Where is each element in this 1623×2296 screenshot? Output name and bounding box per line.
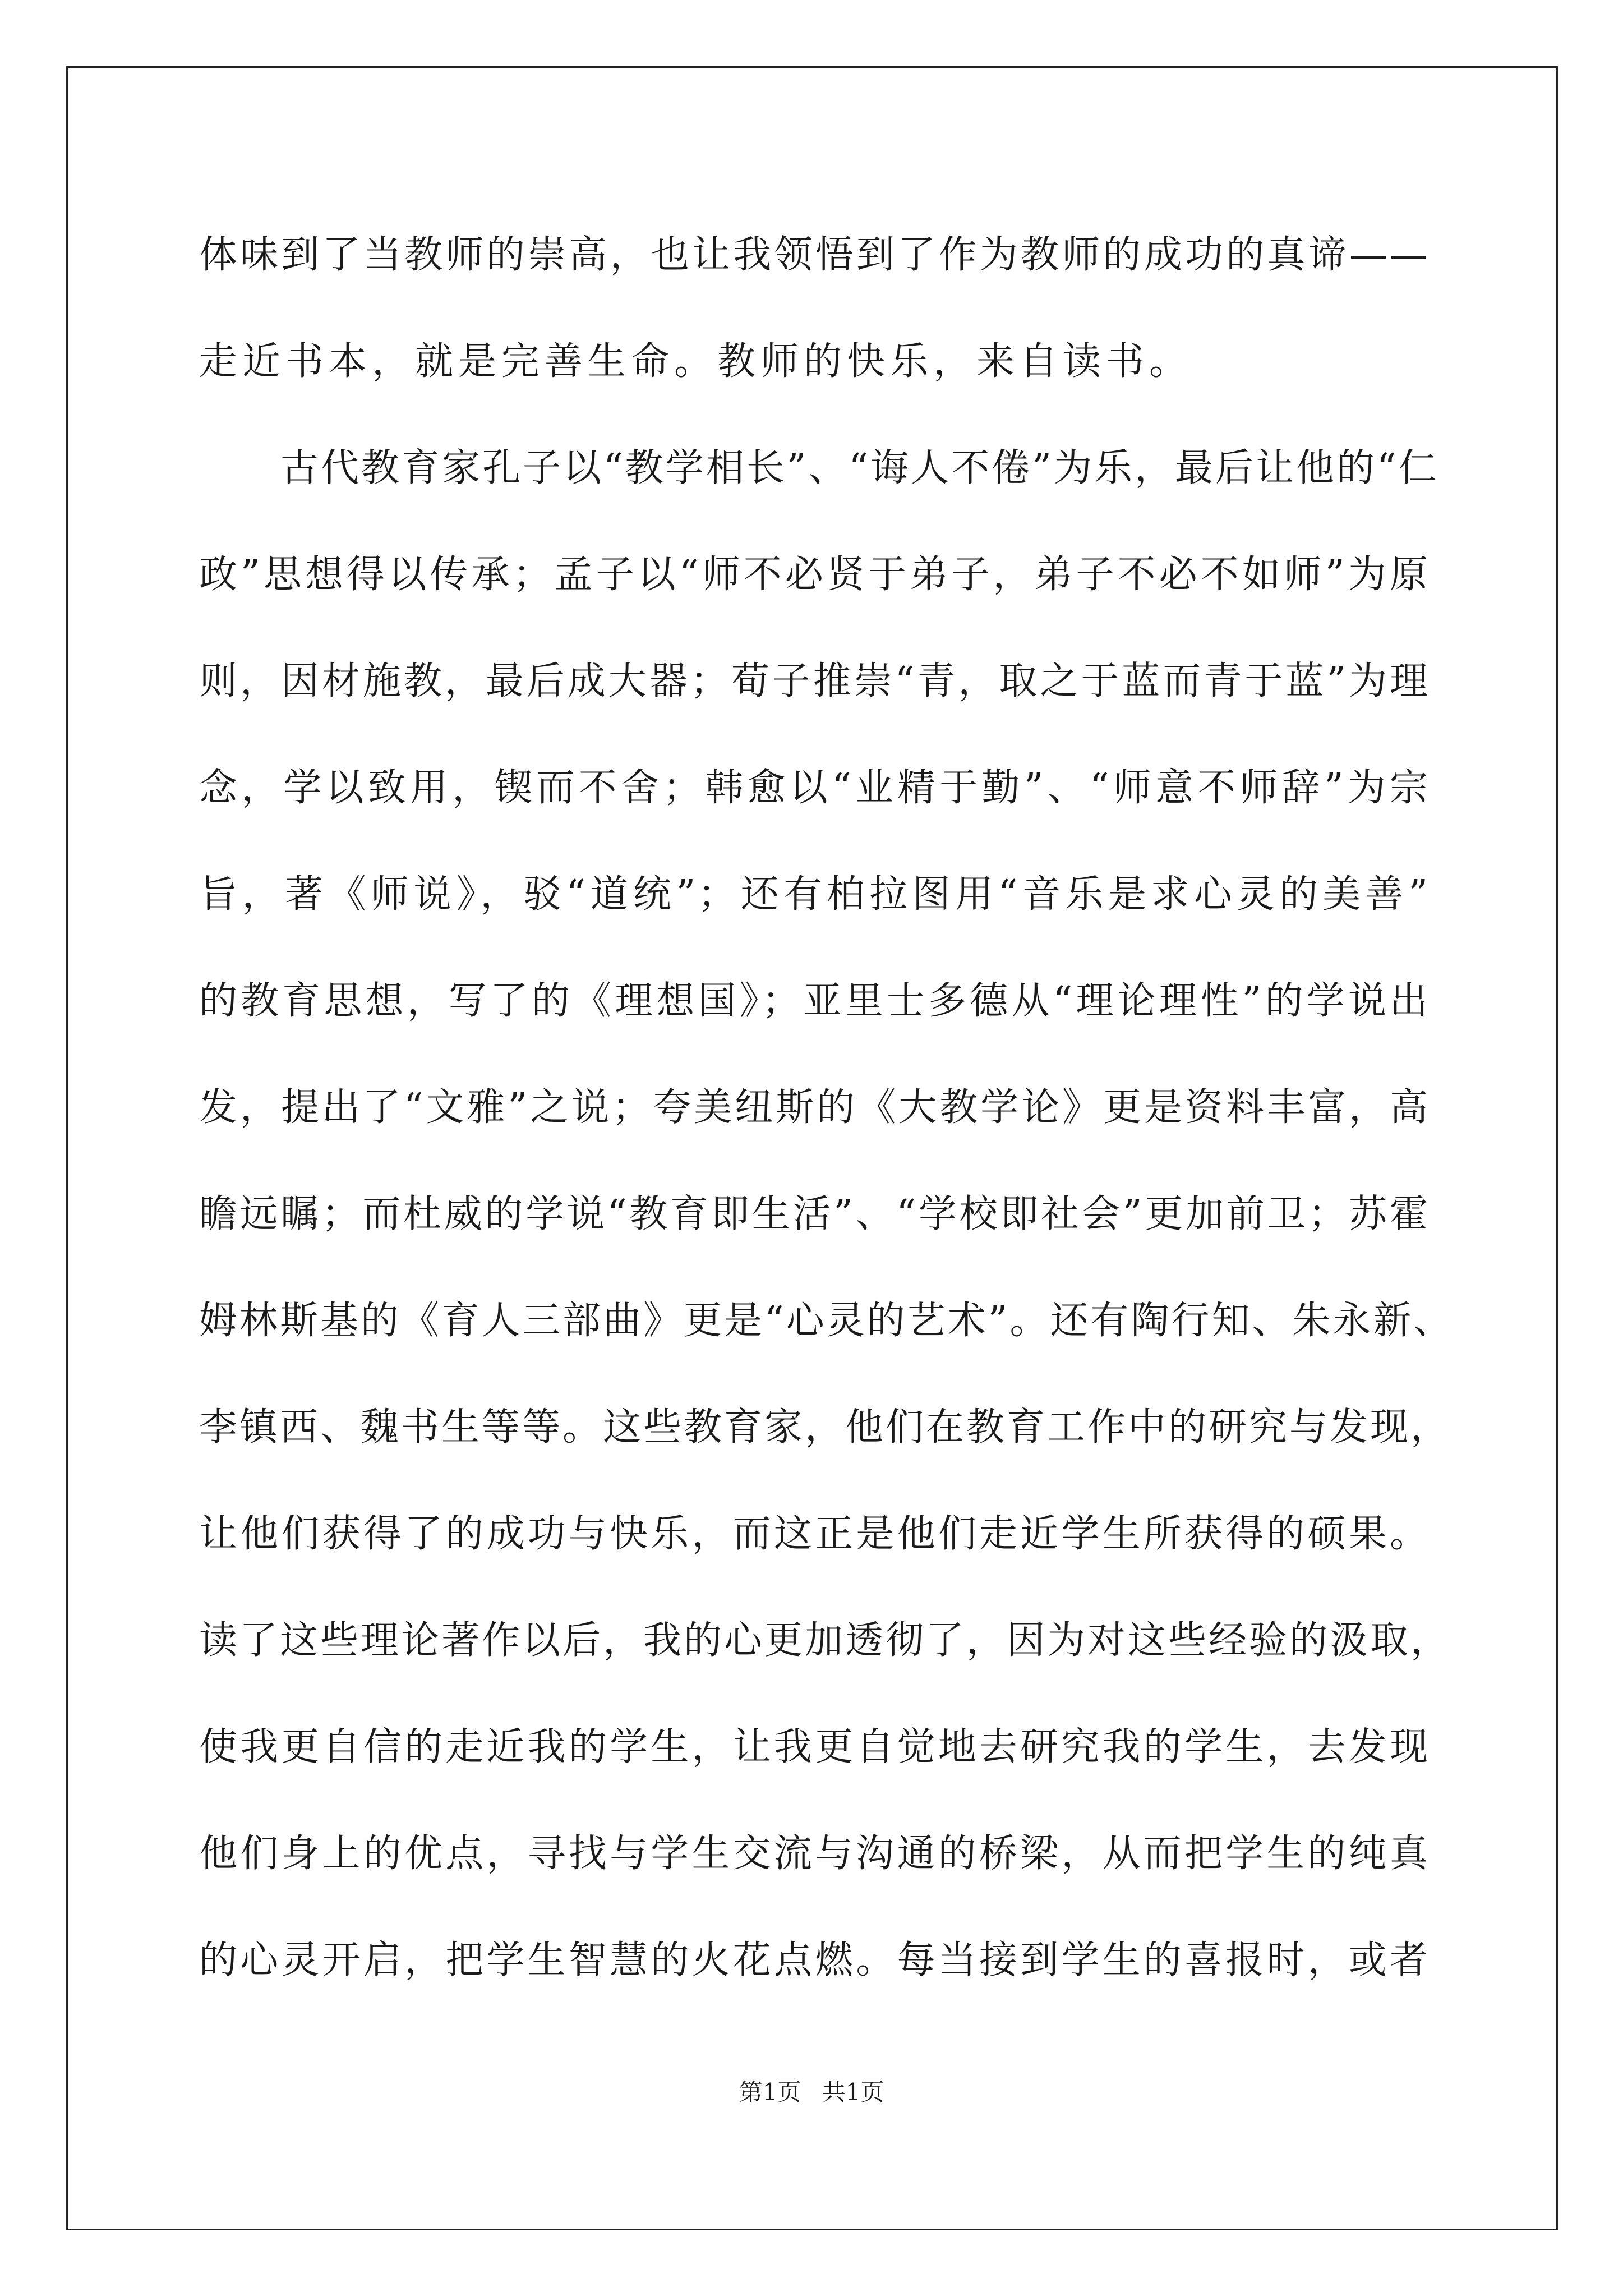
text-line: 的教育思想，写了的《理想国》；亚里士多德从“理论理性”的学说出 <box>199 979 1430 1023</box>
paragraph-2 <box>199 415 1454 2014</box>
text-line: 读了这些理论著作以后，我的心更加透彻了，因为对这些经验的汲取， <box>199 1618 1451 1663</box>
page-footer <box>0 2076 1623 2109</box>
text-line: 政”思想得以传承；孟子以“师不必贤于弟子，弟子不必不如师”为原 <box>199 553 1430 597</box>
text-line: 旨，著《师说》，驳“道统”；还有柏拉图用“音乐是求心灵的美善” <box>199 872 1430 917</box>
text-line: 则，因材施教，最后成大器；荀子推崇“青，取之于蓝而青于蓝”为理 <box>199 659 1430 703</box>
text-line: 发，提出了“文雅”之说；夸美纽斯的《大教学论》更是资料丰富，高 <box>199 1085 1430 1130</box>
document-body <box>199 202 1454 2014</box>
text-line: 使我更自信的走近我的学生，让我更自觉地去研究我的学生，去发现 <box>199 1725 1430 1769</box>
text-line: 走近书本，就是完善生命。教师的快乐，来自读书。 <box>199 339 1193 384</box>
text-line: 他们身上的优点，寻找与学生交流与沟通的桥梁，从而把学生的纯真 <box>199 1832 1430 1876</box>
text-line: 古代教育家孔子以“教学相长”、“诲人不倦”为乐，最后让他的“仁 <box>280 446 1439 490</box>
text-line: 体味到了当教师的崇高，也让我领悟到了作为教师的成功的真谛—— <box>199 233 1430 277</box>
text-line: 李镇西、魏书生等等。这些教育家，他们在教育工作中的研究与发现， <box>199 1405 1451 1450</box>
text-line: 瞻远瞩；而杜威的学说“教育即生活”、“学校即社会”更加前卫；苏霍 <box>199 1192 1430 1236</box>
page-number-current: 第1页 <box>739 2078 801 2106</box>
text-line: 姆林斯基的《育人三部曲》更是“心灵的艺术”。还有陶行知、朱永新、 <box>199 1299 1454 1343</box>
text-line: 念，学以致用，锲而不舍；韩愈以“业精于勤”、“师意不师辞”为宗 <box>199 766 1430 810</box>
paragraph-1 <box>199 202 1430 415</box>
text-line: 让他们获得了的成功与快乐，而这正是他们走近学生所获得的硕果。 <box>199 1512 1430 1556</box>
page-number-total: 共1页 <box>822 2078 884 2106</box>
text-line: 的心灵开启，把学生智慧的火花点燃。每当接到学生的喜报时，或者 <box>199 1938 1430 1982</box>
